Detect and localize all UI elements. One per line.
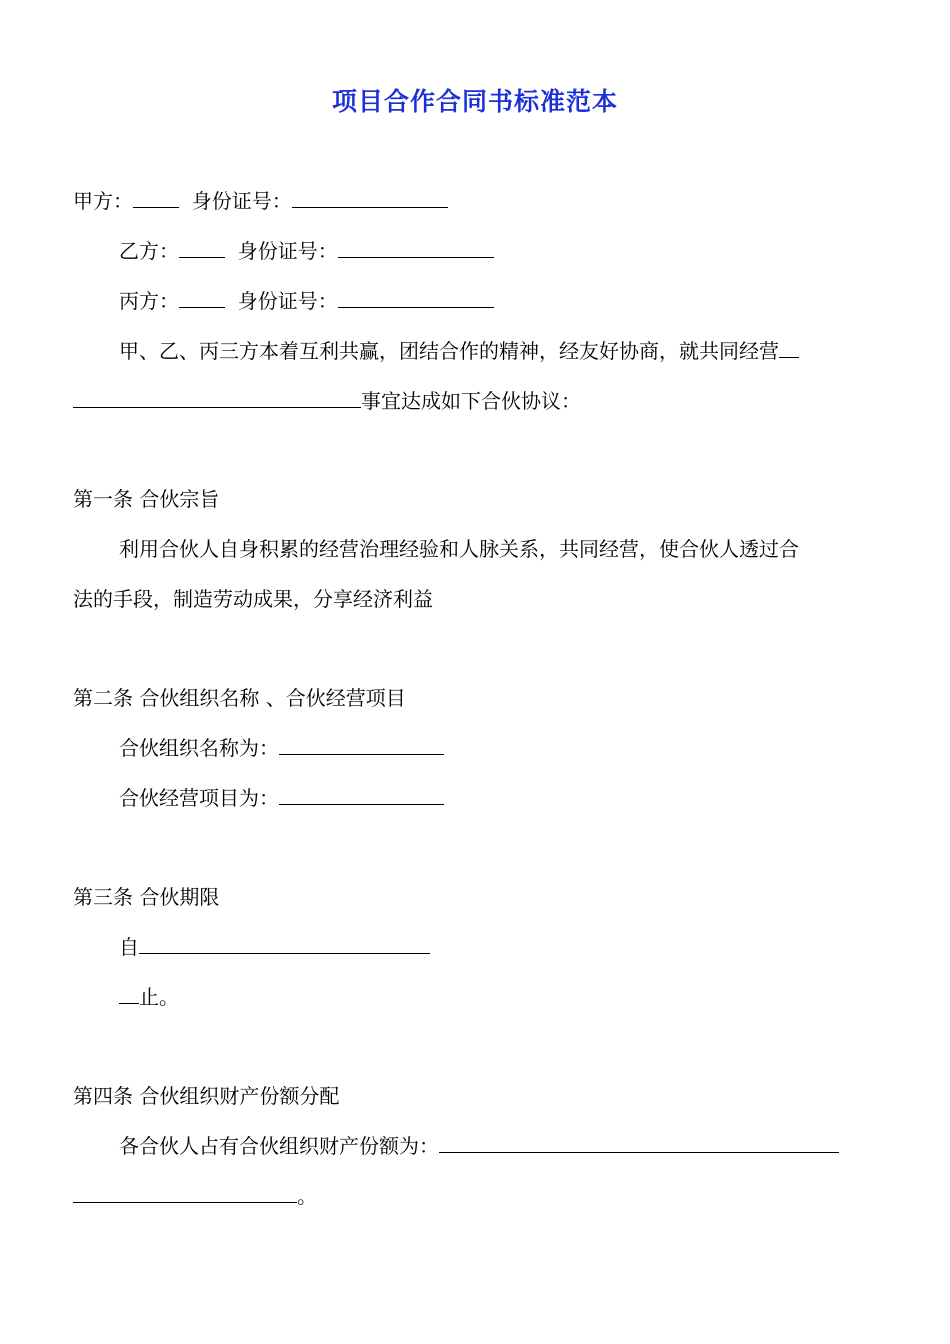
share-line-2 <box>73 1181 317 1211</box>
business-blank[interactable] <box>73 387 361 408</box>
org-name-label: 合伙组织名称为： <box>119 736 279 760</box>
party-b-id-label: 身份证号： <box>237 239 338 263</box>
party-a-label: 甲方： <box>73 189 133 213</box>
org-name-blank[interactable] <box>279 734 444 755</box>
article-2-heading: 第二条 合伙组织名称 、合伙经营项目 <box>73 686 406 710</box>
project-line <box>119 783 444 813</box>
article-1-body-line-2: 法的手段，制造劳动成果，分享经济利益 <box>73 587 433 611</box>
project-blank[interactable] <box>279 784 444 805</box>
party-a-line <box>73 186 448 216</box>
article-3-heading: 第三条 合伙期限 <box>73 885 220 909</box>
article-1-body-line-1: 利用合伙人自身积累的经营治理经验和人脉关系，共同经营，使合伙人透过合 <box>119 537 799 561</box>
party-b-name-blank[interactable] <box>179 237 225 258</box>
term-blank[interactable] <box>139 933 430 954</box>
party-b-label: 乙方： <box>119 239 179 263</box>
party-b-id-blank[interactable] <box>338 237 494 258</box>
term-from-label: 自 <box>119 935 139 959</box>
share-blank-2[interactable] <box>73 1182 297 1203</box>
party-a-name-blank[interactable] <box>133 187 179 208</box>
party-c-name-blank[interactable] <box>179 287 225 308</box>
article-1-heading: 第一条 合伙宗旨 <box>73 487 220 511</box>
term-end-blank[interactable] <box>119 983 139 1004</box>
preamble-text: 甲、乙、丙三方本着互利共赢，团结合作的精神，经友好协商，就共同经营 <box>119 339 779 363</box>
share-end-mark: 。 <box>297 1184 317 1208</box>
preamble-line-1 <box>119 336 799 366</box>
party-c-label: 丙方： <box>119 289 179 313</box>
document-title: 项目合作合同书标准范本 <box>331 87 618 116</box>
party-c-id-label: 身份证号： <box>237 289 338 313</box>
org-name-line <box>119 733 444 763</box>
share-label: 各合伙人占有合伙组织财产份额为： <box>119 1134 439 1158</box>
preamble-line-2 <box>73 386 581 416</box>
party-a-id-blank[interactable] <box>292 187 448 208</box>
party-c-line <box>119 286 494 316</box>
term-until-line <box>119 982 179 1012</box>
term-from-line <box>119 932 430 962</box>
business-blank-start[interactable] <box>779 337 799 358</box>
share-line <box>119 1131 839 1161</box>
share-blank[interactable] <box>439 1132 839 1153</box>
project-label: 合伙经营项目为： <box>119 786 279 810</box>
preamble-suffix: 事宜达成如下合伙协议： <box>361 389 581 413</box>
term-until-label: 止。 <box>139 985 179 1009</box>
party-a-id-label: 身份证号： <box>191 189 292 213</box>
party-c-id-blank[interactable] <box>338 287 494 308</box>
party-b-line <box>119 236 494 266</box>
article-4-heading: 第四条 合伙组织财产份额分配 <box>73 1084 340 1108</box>
